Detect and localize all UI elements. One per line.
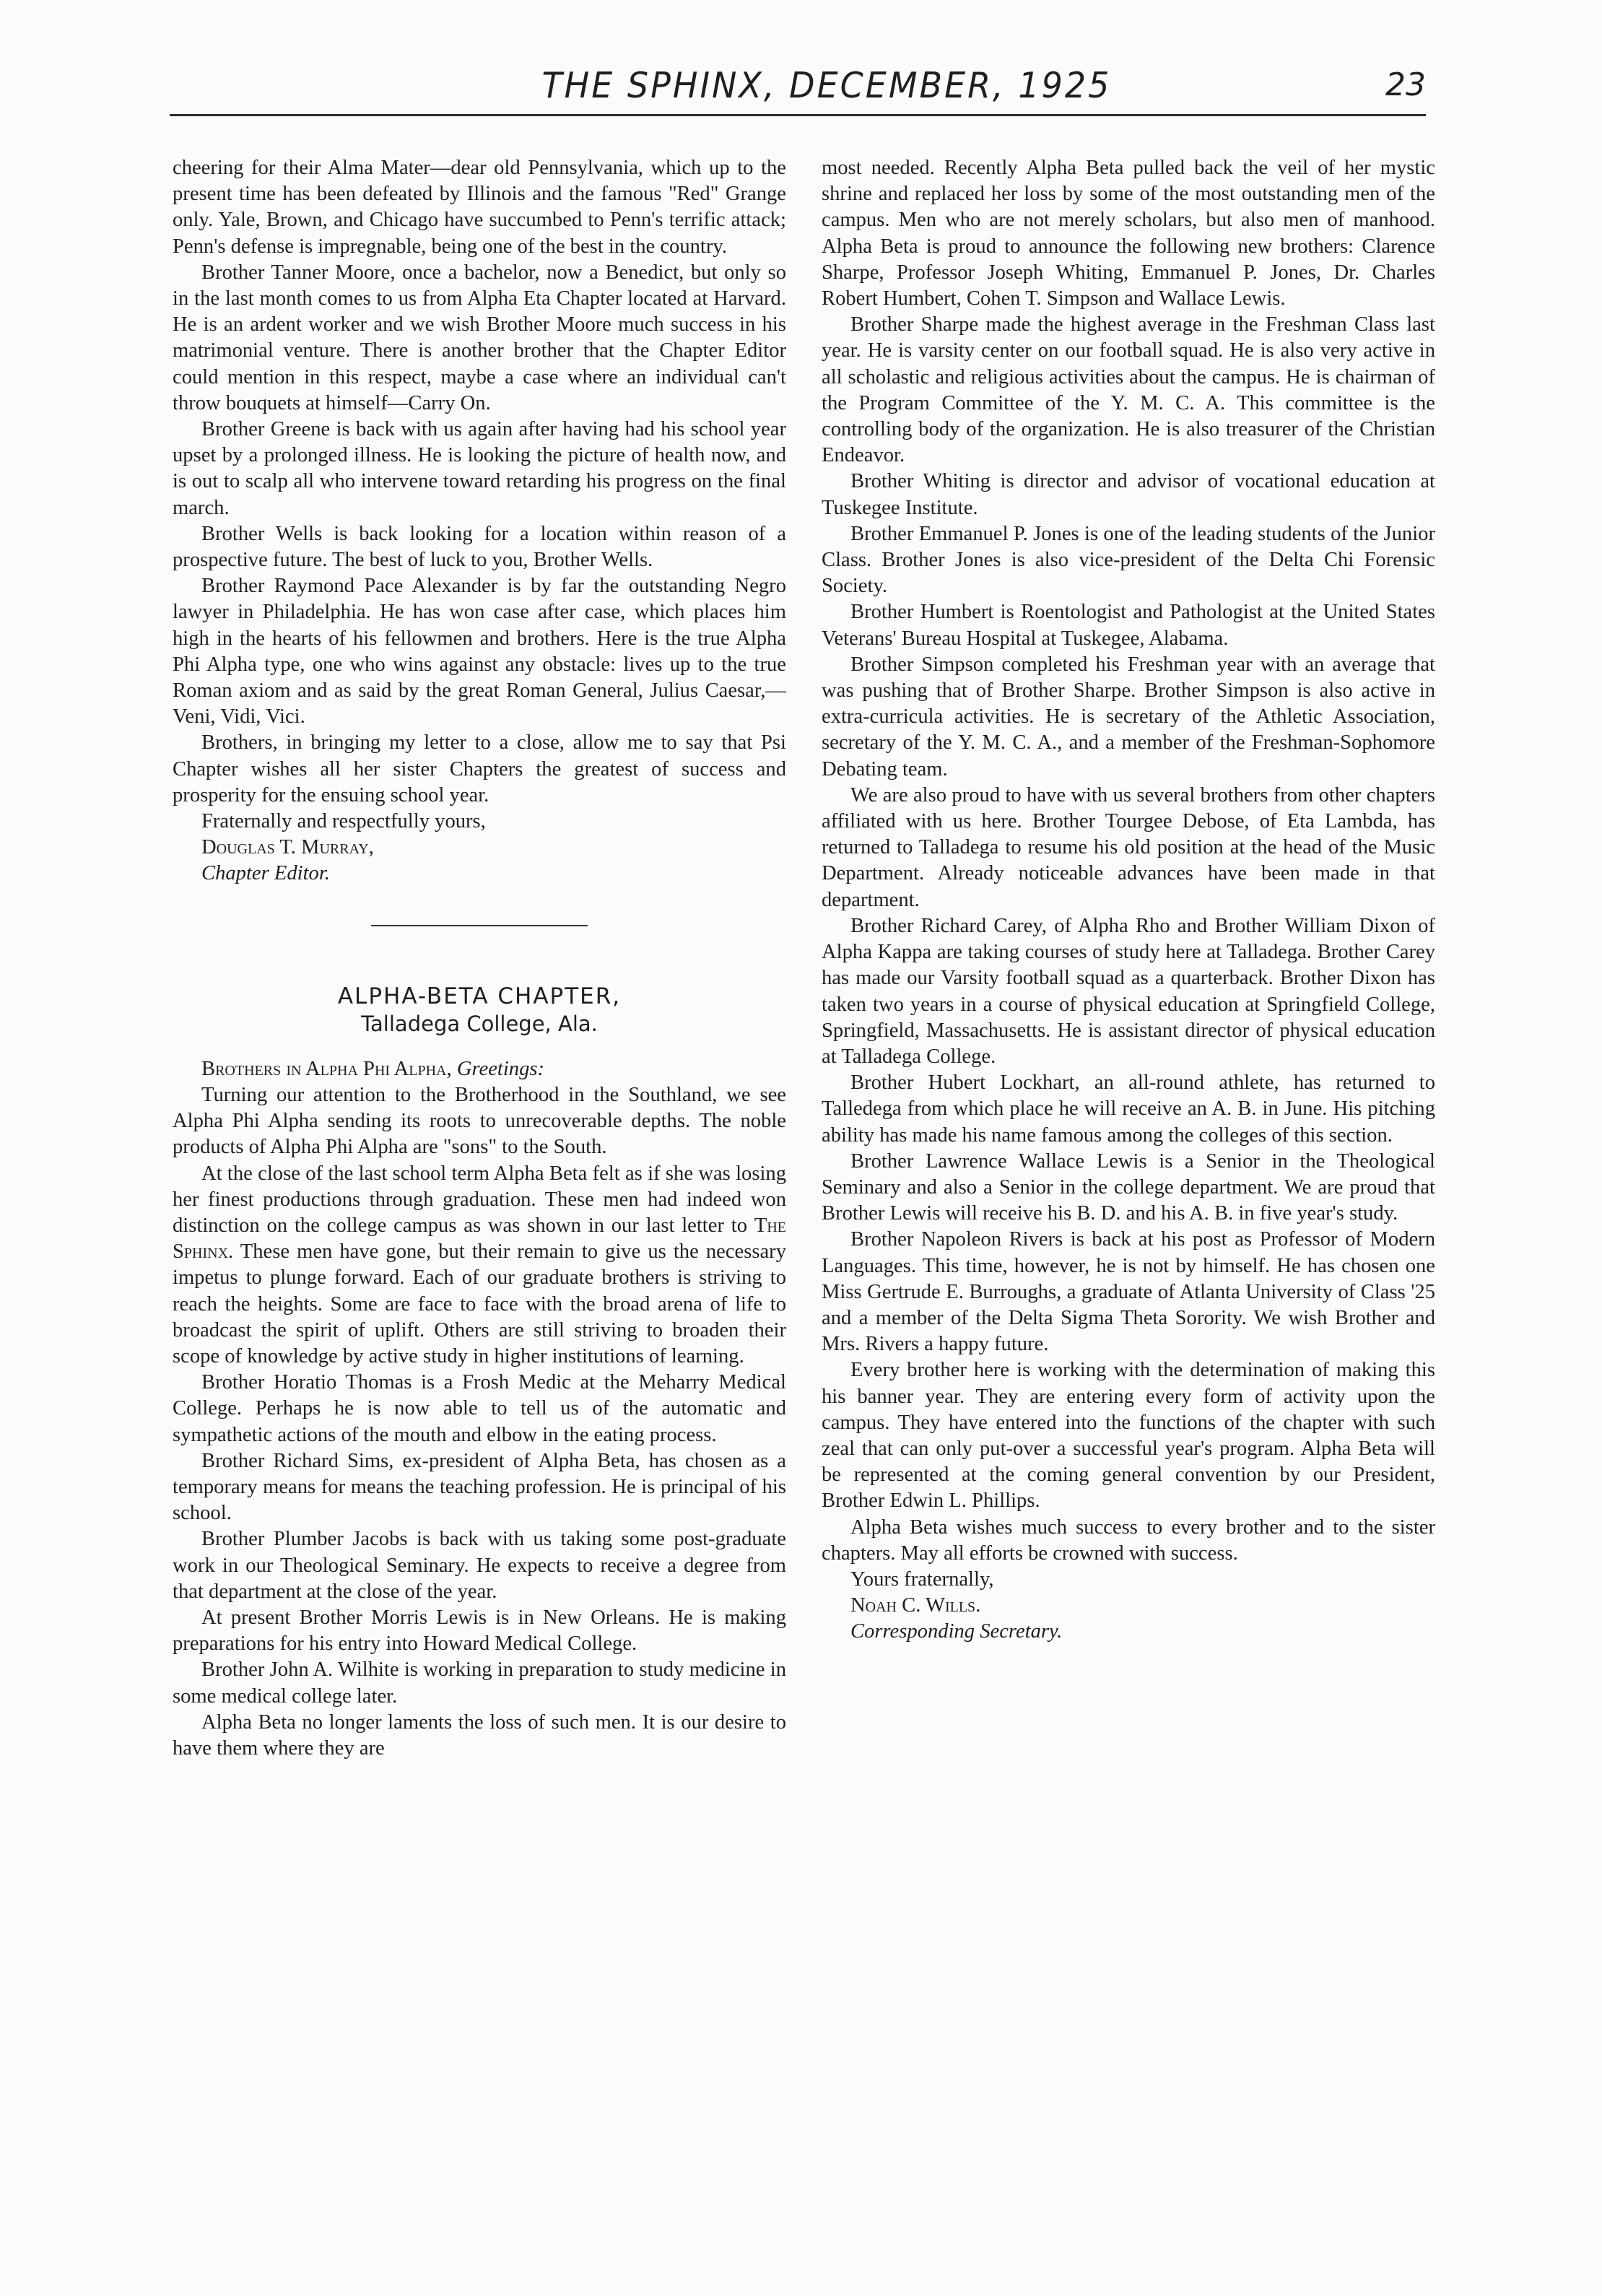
alpha-beta-paragraph: Turning our attention to the Brotherhood in the Southland, we see Alpha Phi Alpha sending its roots to unrecoverable depths. The noble products of Alpha Phi Alpha are "sons" to the South. (173, 1083, 786, 1159)
psi-signer-name: Douglas T. Murray, (201, 836, 374, 859)
salutation-main: Brothers in Alpha Phi Alpha, (201, 1057, 452, 1080)
alpha-beta-signer-title: Corresponding Secretary. (850, 1620, 1063, 1643)
psi-signer-title: Chapter Editor. (201, 862, 330, 885)
alpha-beta-paragraph: Alpha Beta wishes much success to every brother and to the sister chapters. May all efforts be crowned with success. (822, 1516, 1435, 1565)
alpha-beta-paragraph: Brother Napoleon Rivers is back at his post as Professor of Modern Languages. This time, however, he is not by himself. He has chosen one Miss Gertrude E. Burroughs, a graduate of Atlanta University of Class '25 and a member of the Delta Sigma Theta Sorority. We wish Brother and Mrs. Rivers a happy future. (822, 1228, 1435, 1356)
alpha-beta-paragraph: Brother Emmanuel P. Jones is one of the leading students of the Junior Class. Brother Jones is also vice-president of the Delta Chi Forensic Society. (822, 522, 1435, 598)
alpha-beta-paragraph: Brother Plumber Jacobs is back with us taking some post-graduate work in our Theological Seminary. He expects to receive a degree from that department at the close of the year. (173, 1528, 786, 1603)
psi-paragraph: Brother Greene is back with us again after having had his school year upset by a prolonged illness. He is looking the picture of health now, and is out to scalp all who intervene toward retarding his progress on the final march. (173, 418, 786, 519)
chapter-title: ALPHA-BETA CHAPTER, (337, 983, 622, 1009)
alpha-beta-paragraph: Brother Richard Carey, of Alpha Rho and Brother William Dixon of Alpha Kappa are taking courses of study here at Talladega. Brother Carey has made our Varsity football squad as a quarterback. Brother Dixon has taken two years in a course of physical education at Springfield College, Springfield, Massachusetts. He is assistant director of physical education at Talladega College. (822, 914, 1435, 1068)
alpha-beta-paragraph: Brother Horatio Thomas is a Frosh Medic at the Meharry Medical College. Perhaps he is now able to tell us of the automatic and sympathetic actions of the mouth and elbow in the eating process. (173, 1371, 786, 1446)
alpha-beta-paragraph: Brother Humbert is Roentologist and Pathologist at the United States Veterans' Bureau Hospital at Tuskegee, Alabama. (822, 601, 1435, 650)
psi-paragraph: cheering for their Alma Mater—dear old Pennsylvania, which up to the present time has been defeated by Illinois and the famous "Red" Grange only. Yale, Brown, and Chicago have succumbed to Penn's terrific attack; Penn's defense is impregnable, being one of the best in the country. (173, 157, 786, 258)
alpha-beta-closing: Yours fraternally, (850, 1567, 994, 1591)
header-rule (170, 114, 1426, 116)
psi-paragraph: Brothers, in bringing my letter to a close, allow me to say that Psi Chapter wishes all her sister Chapters the greatest of success and prosperity for the ensuing school year. (173, 731, 786, 806)
right-column (822, 155, 1435, 1645)
alpha-beta-paragraph: Brother Sharpe made the highest average in the Freshman Class last year. He is varsity center on our football squad. He is also very active in all scholastic and religious activities about the campus. He is chairman of the Program Committee of the Y. M. C. A. This committee is the controlling body of the organization. He is also treasurer of the Christian Endeavor. (822, 313, 1435, 467)
salutation (173, 1056, 786, 1082)
psi-closing: Fraternally and respectfully yours, (201, 810, 486, 833)
alpha-beta-heading (173, 983, 786, 1038)
chapter-school: Talladega College, Ala. (361, 1011, 598, 1036)
section-divider (371, 925, 588, 926)
alpha-beta-paragraph: At present Brother Morris Lewis is in New Orleans. He is making preparations for his entry into Howard Medical College. (173, 1606, 786, 1656)
paragraph-text: At the close of the last school term Alpha Beta felt as if she was losing her finest productions through graduation. These men had indeed won distinction on the college campus as was shown in our last letter to (173, 1162, 786, 1237)
alpha-beta-paragraph: Brother Hubert Lockhart, an all-round athlete, has returned to Talledega from which place he will receive an A. B. in June. His pitching ability has made his name famous among the colleges of this section. (822, 1071, 1435, 1147)
alpha-beta-paragraph: most needed. Recently Alpha Beta pulled back the veil of her mystic shrine and replaced her loss by some of the most outstanding men of the campus. Men who are not merely scholars, but also men of manhood. Alpha Beta is proud to announce the following new brothers: Clarence Sharpe, Professor Joseph Whiting, Emmanuel P. Jones, Dr. Charles Robert Humbert, Cohen T. Simpson and Wallace Lewis. (822, 157, 1435, 310)
psi-paragraph: Brother Raymond Pace Alexander is by far the outstanding Negro lawyer in Philadelphia. He has won case after case, which places him high in the hearts of his fellowmen and brothers. Here is the true Alpha Phi Alpha type, one who wins against any obstacle: lives up to the true Roman axiom and as said by the great Roman General, Julius Caesar,—Veni, Vidi, Vici. (173, 575, 786, 729)
alpha-beta-paragraph: Brother Richard Sims, ex-president of Alpha Beta, has chosen as a temporary means for means the teaching profession. He is principal of his school. (173, 1449, 786, 1525)
alpha-beta-paragraph: Brother Whiting is director and advisor of vocational education at Tuskegee Institute. (822, 470, 1435, 519)
paragraph-text: These men have gone, but their remain to give us the necessary impetus to plunge forward. Each of our graduate brothers is striving to reach the heights. Some are face to face with the broad arena of life to broadcast the spirit of uplift. Others are still striving to broaden their scope of knowledge by active study in higher institutions of learning. (173, 1240, 786, 1367)
magazine-title: THE SPHINX, DECEMBER, 1925 (541, 64, 1112, 106)
alpha-beta-paragraph: Brother John A. Wilhite is working in preparation to study medicine in some medical college later. (173, 1658, 786, 1708)
left-column (173, 155, 786, 1762)
psi-paragraph: Brother Wells is back looking for a location within reason of a prospective future. The best of luck to you, Brother Wells. (173, 522, 786, 572)
magazine-name: The Sphinx. (173, 1214, 786, 1264)
alpha-beta-paragraph: Every brother here is working with the determination of making this his banner year. They are entering every form of activity upon the campus. They have entered into the functions of the chapter with such zeal that can only put-over a successful year's program. Alpha Beta will be represented at the coming general convention by our President, Brother Edwin L. Phillips. (822, 1359, 1435, 1513)
alpha-beta-paragraph: Brother Lawrence Wallace Lewis is a Senior in the Theological Seminary and also a Senior in the college department. We are proud that Brother Lewis will receive his B. D. and his A. B. in five year's study. (822, 1149, 1435, 1225)
page-header (170, 64, 1426, 124)
psi-paragraph: Brother Tanner Moore, once a bachelor, now a Benedict, but only so in the last month comes to us from Alpha Eta Chapter located at Harvard. He is an ardent worker and we wish Brother Moore much success in his matrimonial venture. There is another brother that the Chapter Editor could mention in this respect, maybe a case where an individual can't throw bouquets at himself—Carry On. (173, 261, 786, 414)
alpha-beta-paragraph: Brother Simpson completed his Freshman year with an average that was pushing that of Brother Sharpe. Brother Simpson is also active in extra-curricula activities. He is secretary of the Athletic Association, secretary of the Y. M. C. A., and a member of the Freshman-Sophomore Debating team. (822, 653, 1435, 780)
alpha-beta-paragraph: We are also proud to have with us several brothers from other chapters affiliated with us here. Brother Tourgee Debose, of Eta Lambda, has returned to Talladega to resume his old position at the head of the Music Department. Already noticeable advances have been made in that department. (822, 783, 1435, 911)
alpha-beta-paragraph: Alpha Beta no longer laments the loss of such men. It is our desire to have them where they are (173, 1710, 786, 1760)
alpha-beta-signer-name: Noah C. Wills. (850, 1594, 981, 1617)
salutation-greeting: Greetings: (456, 1057, 545, 1080)
page-number: 23 (1385, 66, 1426, 103)
alpha-beta-paragraph (173, 1161, 786, 1370)
